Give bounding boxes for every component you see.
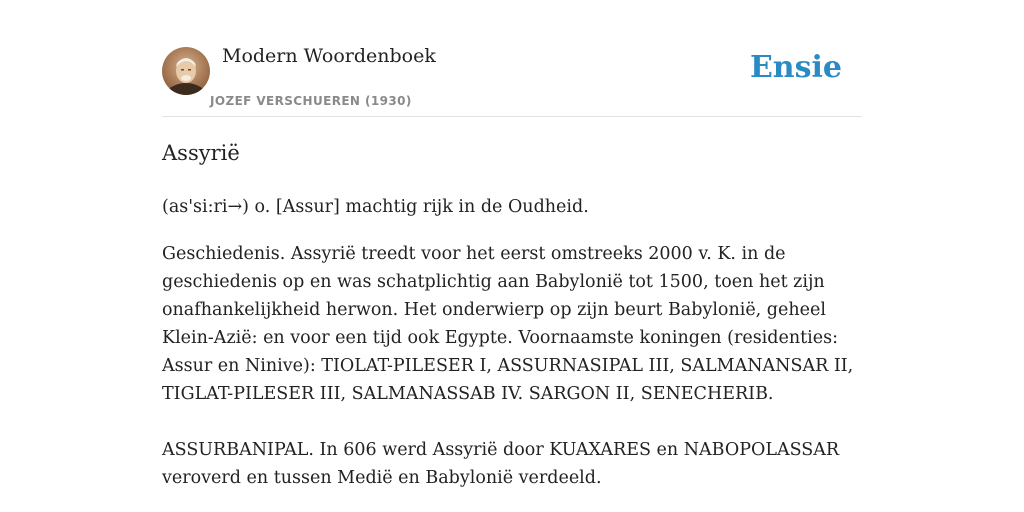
ensie-logo-link[interactable]: Ensie — [749, 50, 842, 85]
entry-paragraph: ASSURBANIPAL. In 606 werd Assyrië door KUAXARES en NABOPOLASSAR veroverd en tussen Medië en Babylonië verdeeld. — [162, 440, 840, 488]
entry-paragraph: Geschiedenis. Assyrië treedt voor het eerst omstreeks 2000 v. K. in de geschiedenis op en was schatplichtig aan Babylonië tot 1500, toen het zijn onafhankelijkheid herwon. Het onderwierp op zijn beurt Babylonië, geheel Klein-Azië: en voor een tijd ook Egypte. Voornaamste koningen (residenties: Assur en Ninive): TIOLAT-PILESER I, ASSURNASIPAL III, SALMANANSAR II, TIGLAT-PILESER III, SALMANASSAB IV. SARGON II, SENECHERIB. — [162, 244, 854, 404]
page — [162, 0, 862, 512]
entry-body — [162, 193, 862, 492]
author-portrait-icon — [162, 47, 210, 95]
author-byline: JOZEF VERSCHUEREN (1930) — [210, 94, 412, 108]
author-avatar[interactable] — [162, 47, 210, 95]
book-title[interactable]: Modern Woordenboek — [222, 45, 436, 67]
entry-term: Assyrië — [162, 141, 240, 165]
page-header — [162, 0, 862, 117]
entry-definition: (as'si:ri→) o. [Assur] machtig rijk in de Oudheid. — [162, 197, 589, 217]
